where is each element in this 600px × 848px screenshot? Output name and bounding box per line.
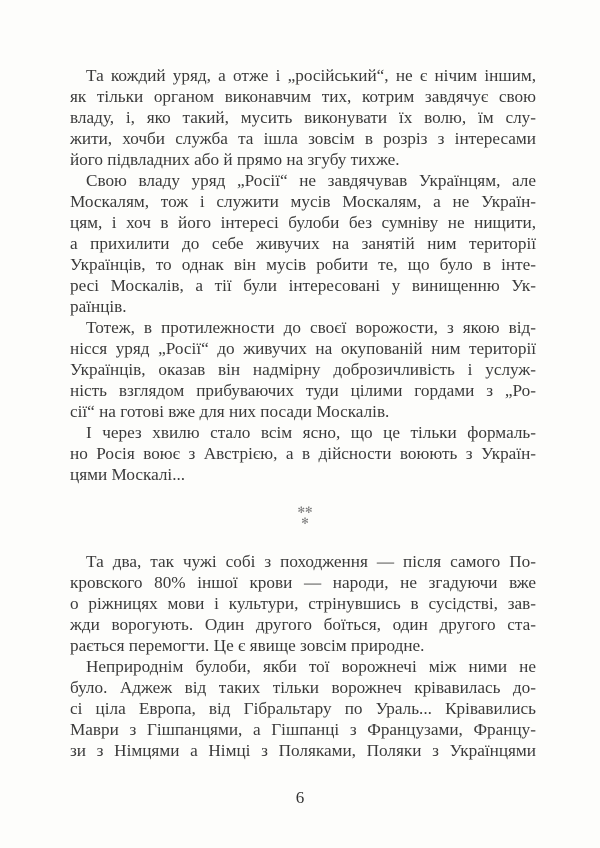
text-line: владу, і, яко такий, мусить виконувати їх волю, їм слу-	[70, 108, 536, 127]
paragraph	[70, 422, 536, 485]
paragraphs-before-separator	[70, 65, 536, 485]
text-line: як тільки органом виконавчим тих, котрим завдячує свою	[70, 87, 536, 106]
text-line: сії“ на готові вже для них посади Москалів.	[70, 402, 390, 421]
text-line: жити, хочби служба та ішла зовсім в розріз з інтересами	[70, 129, 536, 148]
text-line: о ріжницях мови і культури, стрінувшись в сусідстві, зав-	[70, 594, 536, 613]
text-line: І через хвилю стало всім ясно, що це тільки формаль-	[86, 423, 536, 442]
text-line: зи з Німцями а Німці з Поляками, Поляки з Українцями	[70, 741, 536, 760]
text-line: Маври з Гішпанцями, а Гішпанці з Французами, Францу-	[70, 720, 536, 739]
text-line: було. Аджеж від таких тільки ворожнеч крівавилась до-	[70, 678, 536, 697]
text-line: його підвладних або й прямо на згубу тихже.	[70, 150, 400, 169]
text-line: Українців, то однак він мусів робити те, що було в інте-	[70, 255, 536, 274]
text-line: Українців, оказав він надмірну доброзичливість і услуж-	[70, 360, 536, 379]
text-line: Свою владу уряд „Росії“ не завдячував Українцям, але	[86, 171, 536, 190]
page-body	[70, 65, 536, 761]
text-line: кровского 80% іншої крови — народи, не згадуючи вже	[70, 573, 536, 592]
text-line: сі ціла Европа, від Гібральтару по Ураль... Крівавились	[70, 699, 536, 718]
text-line: Тотеж, в протилежности до своєї ворожости, з якою від-	[86, 318, 536, 337]
text-line: Та кождий уряд, а отже і „російський“, не є нічим іншим,	[86, 66, 536, 85]
text-line: Неприроднім булоби, якби тої ворожнечі між ними не	[86, 657, 536, 676]
paragraph	[70, 656, 536, 761]
asterism-icon: ✻✻ ✻	[297, 505, 313, 526]
text-line: но Росія воює з Австрією, а в дійсности воюють з Україн-	[70, 444, 536, 463]
text-line: раїнців.	[70, 297, 127, 316]
paragraph	[70, 170, 536, 317]
paragraph	[70, 551, 536, 656]
text-line: Москалям, тож і служити мусів Москалям, а не Україн-	[70, 192, 536, 211]
text-line: а прихилити до себе живучих на занятій ним території	[70, 234, 536, 253]
section-separator	[70, 485, 536, 551]
paragraph	[70, 65, 536, 170]
text-line: цям, і хоч в його інтересі булоби без сумніву не нищити,	[70, 213, 536, 232]
text-line: рається перемогти. Це є явище зовсім природне.	[70, 636, 425, 655]
text-line: жди ворогують. Один другого боїться, один другого ста-	[70, 615, 536, 634]
text-line: ресі Москалів, а тії були інтересовані у винищенню Ук-	[70, 276, 536, 295]
paragraphs-after-separator	[70, 551, 536, 761]
text-line: нісся уряд „Росії“ до живучих на окупованій ним території	[70, 339, 536, 358]
page-number: 6	[295, 788, 305, 807]
text-line: цями Москалі...	[70, 465, 186, 484]
paragraph	[70, 317, 536, 422]
text-line: ність взглядом прибуваючих туди цілими гордами з „Ро-	[70, 381, 536, 400]
text-line: Та два, так чужі собі з походження — після самого По-	[86, 552, 536, 571]
